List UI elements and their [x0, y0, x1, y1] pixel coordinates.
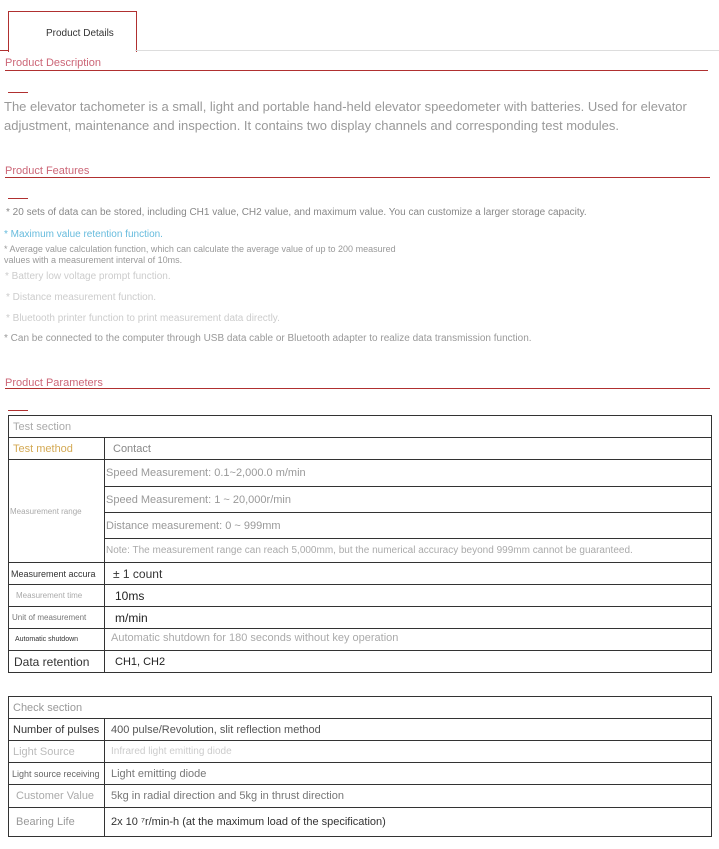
feature-item: * Can be connected to the computer through USB data cable or Bluetooth adapter to realize data transmission function. [4, 333, 532, 344]
feature-item: * Maximum value retention function. [4, 229, 163, 240]
measurement-range-value: Distance measurement: 0 ~ 999mm [105, 513, 712, 539]
bearing-life-value: 2x 10 ⁷r/min-h (at the maximum load of the specification) [105, 808, 712, 837]
retention-label: Data retention [9, 651, 105, 673]
accuracy-label: Measurement accura [9, 563, 105, 585]
section-title-description: Product Description [5, 57, 101, 69]
section-divider [5, 388, 710, 389]
section-title-parameters: Product Parameters [5, 377, 103, 389]
section-dash [8, 410, 28, 411]
check-section-header: Check section [9, 697, 712, 719]
tab-product-details[interactable] [8, 11, 137, 52]
tab-border [135, 50, 719, 51]
feature-item: * Bluetooth printer function to print measurement data directly. [6, 313, 280, 324]
feature-item: values with a measurement interval of 10ms. [4, 255, 183, 265]
measurement-range-note: Note: The measurement range can reach 5,000mm, but the numerical accuracy beyond 999mm cannot be guaranteed. [105, 539, 712, 563]
pulses-value: 400 pulse/Revolution, slit reflection method [105, 719, 712, 741]
unit-label: Unit of measurement [9, 607, 105, 629]
time-label: Measurement time [9, 585, 105, 607]
check-section-table [8, 696, 712, 837]
time-value: 10ms [105, 585, 712, 607]
tab-label: Product Details [46, 28, 114, 39]
measurement-range-value: Speed Measurement: 0.1~2,000.0 m/min [105, 460, 712, 487]
test-method-value: Contact [105, 438, 712, 460]
pulses-label: Number of pulses [9, 719, 105, 741]
section-dash [8, 92, 28, 93]
section-divider [5, 177, 710, 178]
light-receiving-label: Light source receiving [9, 763, 105, 785]
shutdown-value: Automatic shutdown for 180 seconds without key operation [105, 629, 712, 651]
customer-value-value: 5kg in radial direction and 5kg in thrust direction [105, 785, 712, 808]
light-receiving-value: Light emitting diode [105, 763, 712, 785]
section-title-features: Product Features [5, 165, 90, 177]
light-source-label: Light Source [9, 741, 105, 763]
unit-value: m/min [105, 607, 712, 629]
feature-item: * Battery low voltage prompt function. [5, 271, 171, 282]
feature-item: * Distance measurement function. [6, 292, 157, 303]
section-dash [8, 198, 28, 199]
light-source-value: Infrared light emitting diode [105, 741, 712, 763]
accuracy-value: ± 1 count [105, 563, 712, 585]
shutdown-label: Automatic shutdown [9, 629, 105, 651]
test-section-table [8, 415, 712, 673]
test-section-header: Test section [9, 416, 712, 438]
measurement-range-value: Speed Measurement: 1 ~ 20,000r/min [105, 487, 712, 513]
section-divider [5, 70, 708, 71]
tab-border-left [0, 50, 8, 51]
measurement-range-label: Measurement range [9, 460, 105, 563]
customer-value-label: Customer Value [9, 785, 105, 808]
feature-item: * Average value calculation function, which can calculate the average value of up to 200 measured [4, 244, 396, 254]
description-text: The elevator tachometer is a small, light and portable hand-held elevator speedometer with batteries. Used for elevator adjustment, maintenance and inspection. It contains two display channels and corresponding test modules. [4, 99, 687, 133]
test-method-label: Test method [9, 438, 105, 460]
feature-item: * 20 sets of data can be stored, including CH1 value, CH2 value, and maximum value. You can customize a larger storage capacity. [6, 207, 587, 218]
bearing-life-label: Bearing Life [9, 808, 105, 837]
retention-value: CH1, CH2 [105, 651, 712, 673]
